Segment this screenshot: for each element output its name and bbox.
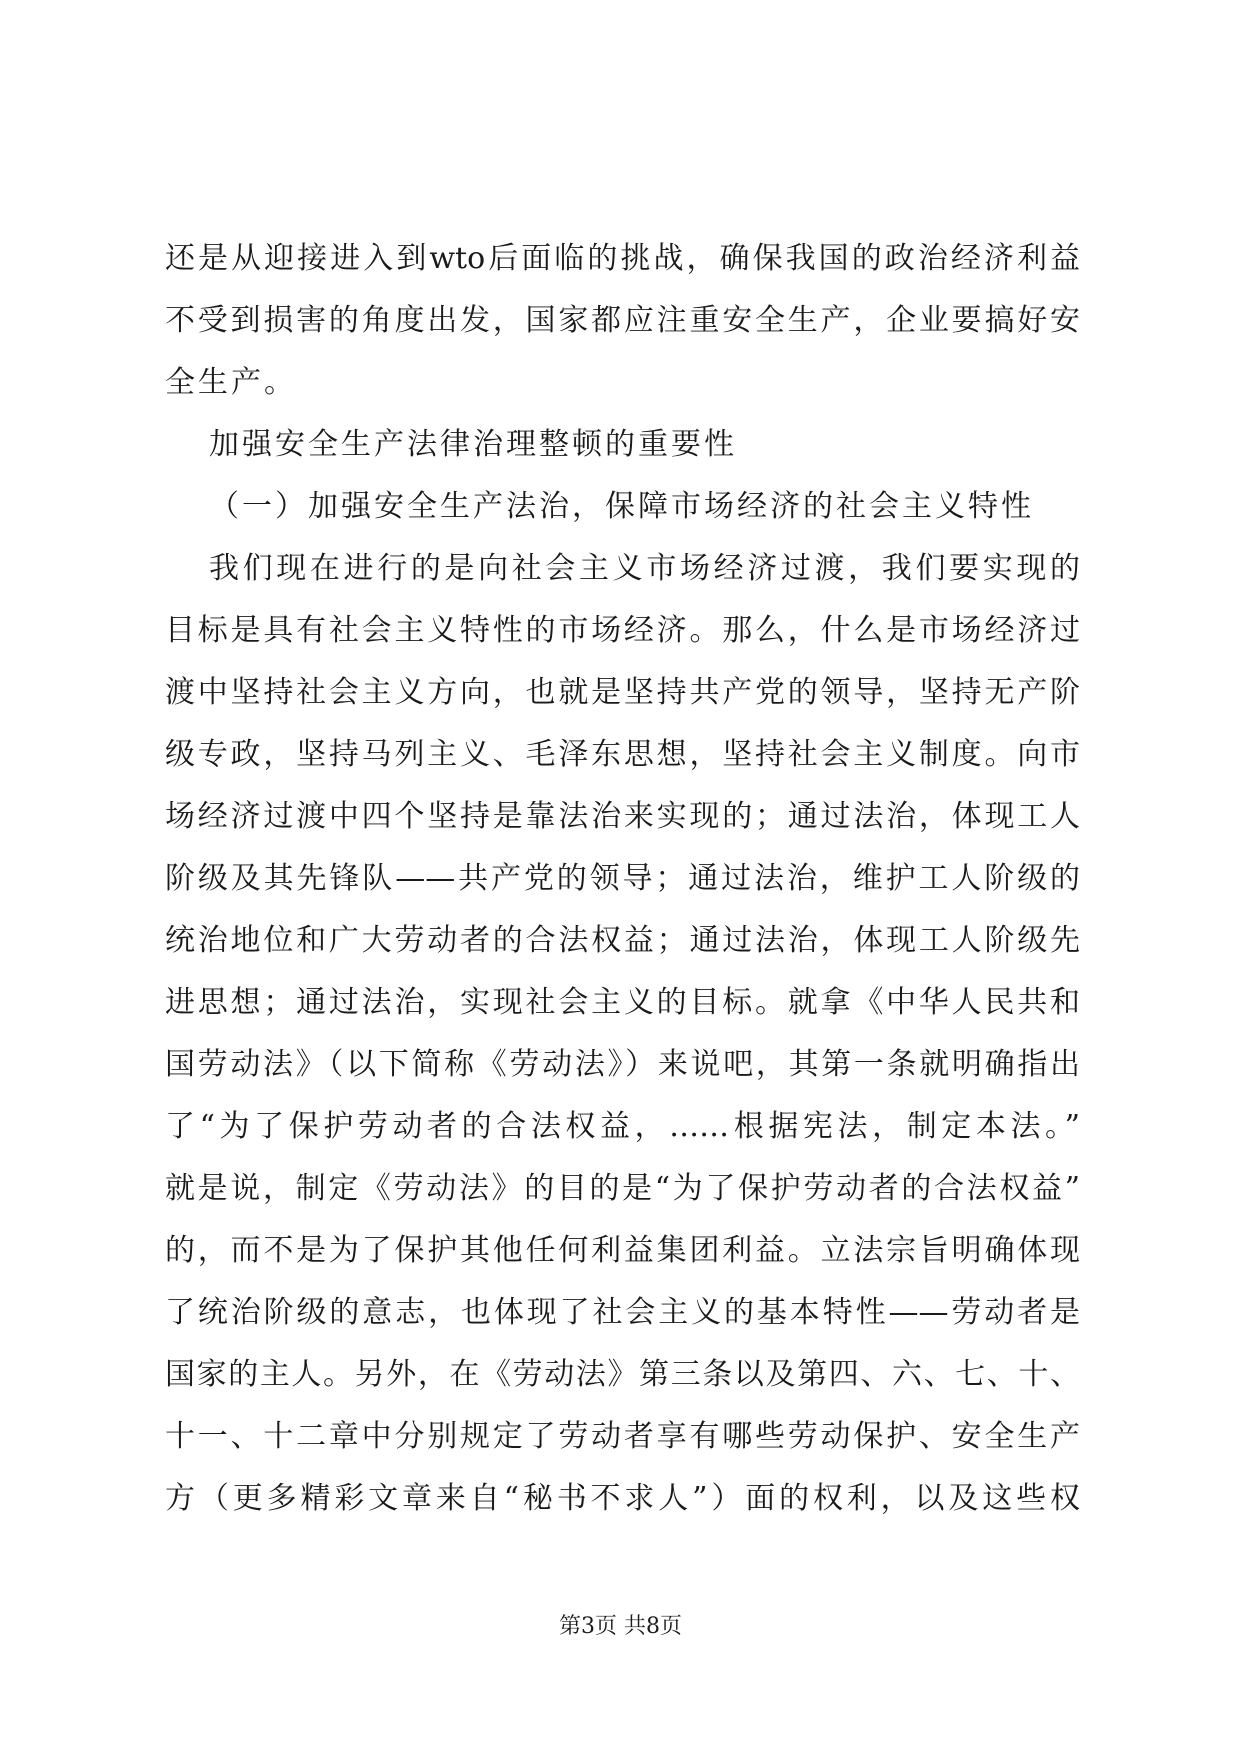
text-line: 还是从迎接进入到wto后面临的挑战，确保我国的政治经济利益: [165, 241, 1080, 276]
text-line: 目标是具有社会主义特性的市场经济。那么，什么是市场经济过: [165, 613, 1080, 648]
text-line: 的，而不是为了保护其他任何利益集团利益。立法宗旨明确体现: [165, 1233, 1080, 1268]
text-line: 十一、十二章中分别规定了劳动者享有哪些劳动保护、安全生产: [165, 1419, 1080, 1454]
text-line: 就是说，制定《劳动法》的目的是“为了保护劳动者的合法权益”: [165, 1171, 1080, 1206]
text-line: 阶级及其先锋队——共产党的领导；通过法治，维护工人阶级的: [165, 861, 1080, 896]
text-line: 我们现在进行的是向社会主义市场经济过渡，我们要实现的: [209, 551, 1080, 586]
subsection-heading: （一）加强安全生产法治，保障市场经济的社会主义特性: [209, 489, 1034, 524]
text-line: 国家的主人。另外，在《劳动法》第三条以及第四、六、七、十、: [165, 1357, 1080, 1392]
page-number-label: 第3页 共8页: [559, 1614, 682, 1639]
text-line: 了“为了保护劳动者的合法权益，……根据宪法，制定本法。”: [165, 1109, 1080, 1144]
section-heading: 加强安全生产法律治理整顿的重要性: [209, 427, 737, 462]
text-line: 了统治阶级的意志，也体现了社会主义的基本特性——劳动者是: [165, 1295, 1080, 1330]
page-footer: [0, 1612, 1241, 1642]
text-line: 级专政，坚持马列主义、毛泽东思想，坚持社会主义制度。向市: [165, 737, 1080, 772]
text-line: 进思想；通过法治，实现社会主义的目标。就拿《中华人民共和: [165, 985, 1080, 1020]
text-line: 渡中坚持社会主义方向，也就是坚持共产党的领导，坚持无产阶: [165, 675, 1080, 710]
text-line: 全生产。: [165, 365, 297, 400]
text-line: 不受到损害的角度出发，国家都应注重安全生产，企业要搞好安: [165, 303, 1080, 338]
text-line: 场经济过渡中四个坚持是靠法治来实现的；通过法治，体现工人: [165, 799, 1080, 834]
text-line: 国劳动法》（以下简称《劳动法》）来说吧，其第一条就明确指出: [165, 1047, 1080, 1082]
text-line: 方（更多精彩文章来自“秘书不求人”）面的权利，以及这些权: [165, 1481, 1080, 1516]
text-line: 统治地位和广大劳动者的合法权益；通过法治，体现工人阶级先: [165, 923, 1080, 958]
